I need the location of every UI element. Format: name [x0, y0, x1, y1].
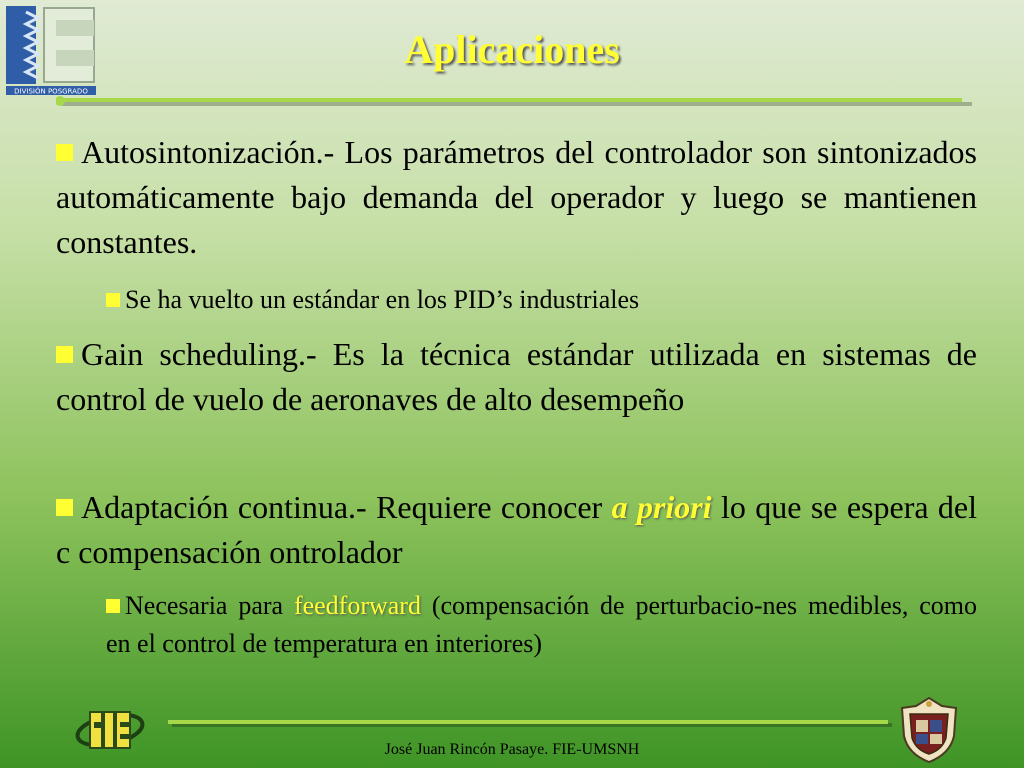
footer-rule: [168, 718, 892, 728]
subbullet-feedforward: Necesaria para feedforward (compensación de perturbacio-nes medibles, como en el control de temperatura en interiores): [106, 591, 978, 658]
bullet-autosintonizacion: Autosintonización.- Los parámetros del controlador son sintonizados automáticamente bajo demanda del operador y luego se mantienen constantes.: [56, 134, 977, 260]
bullet-square: [56, 499, 73, 516]
title-underline: [56, 96, 972, 110]
feedforward-highlight: feedforward: [293, 591, 421, 620]
umsnh-seal-logo: [898, 696, 960, 764]
bullet-square: [56, 144, 73, 161]
bullet-square: [106, 599, 120, 613]
footer-author: José Juan Rincón Pasaye. FIE-UMSNH: [384, 741, 640, 758]
bullet-square: [56, 346, 73, 363]
bullet-square: [106, 293, 120, 307]
slide-title: Aplicaciones: [404, 27, 620, 72]
subbullet-pid-standard: Se ha vuelto un estándar en los PID’s industriales: [106, 281, 977, 319]
bullet-gain-scheduling: Gain scheduling.- Es la técnica estándar utilizada en sistemas de control de vuelo de aeronaves de alto desempeño: [56, 336, 977, 417]
svg-text:DIVISIÓN POSGRADO: DIVISIÓN POSGRADO: [14, 87, 88, 96]
a-priori-highlight: a priori: [611, 489, 712, 525]
bullet-adaptacion-continua: Adaptación continua.- Requiere conocer a priori lo que se espera del c compensación ontrolador: [56, 489, 978, 570]
fie-logo: [74, 700, 146, 760]
